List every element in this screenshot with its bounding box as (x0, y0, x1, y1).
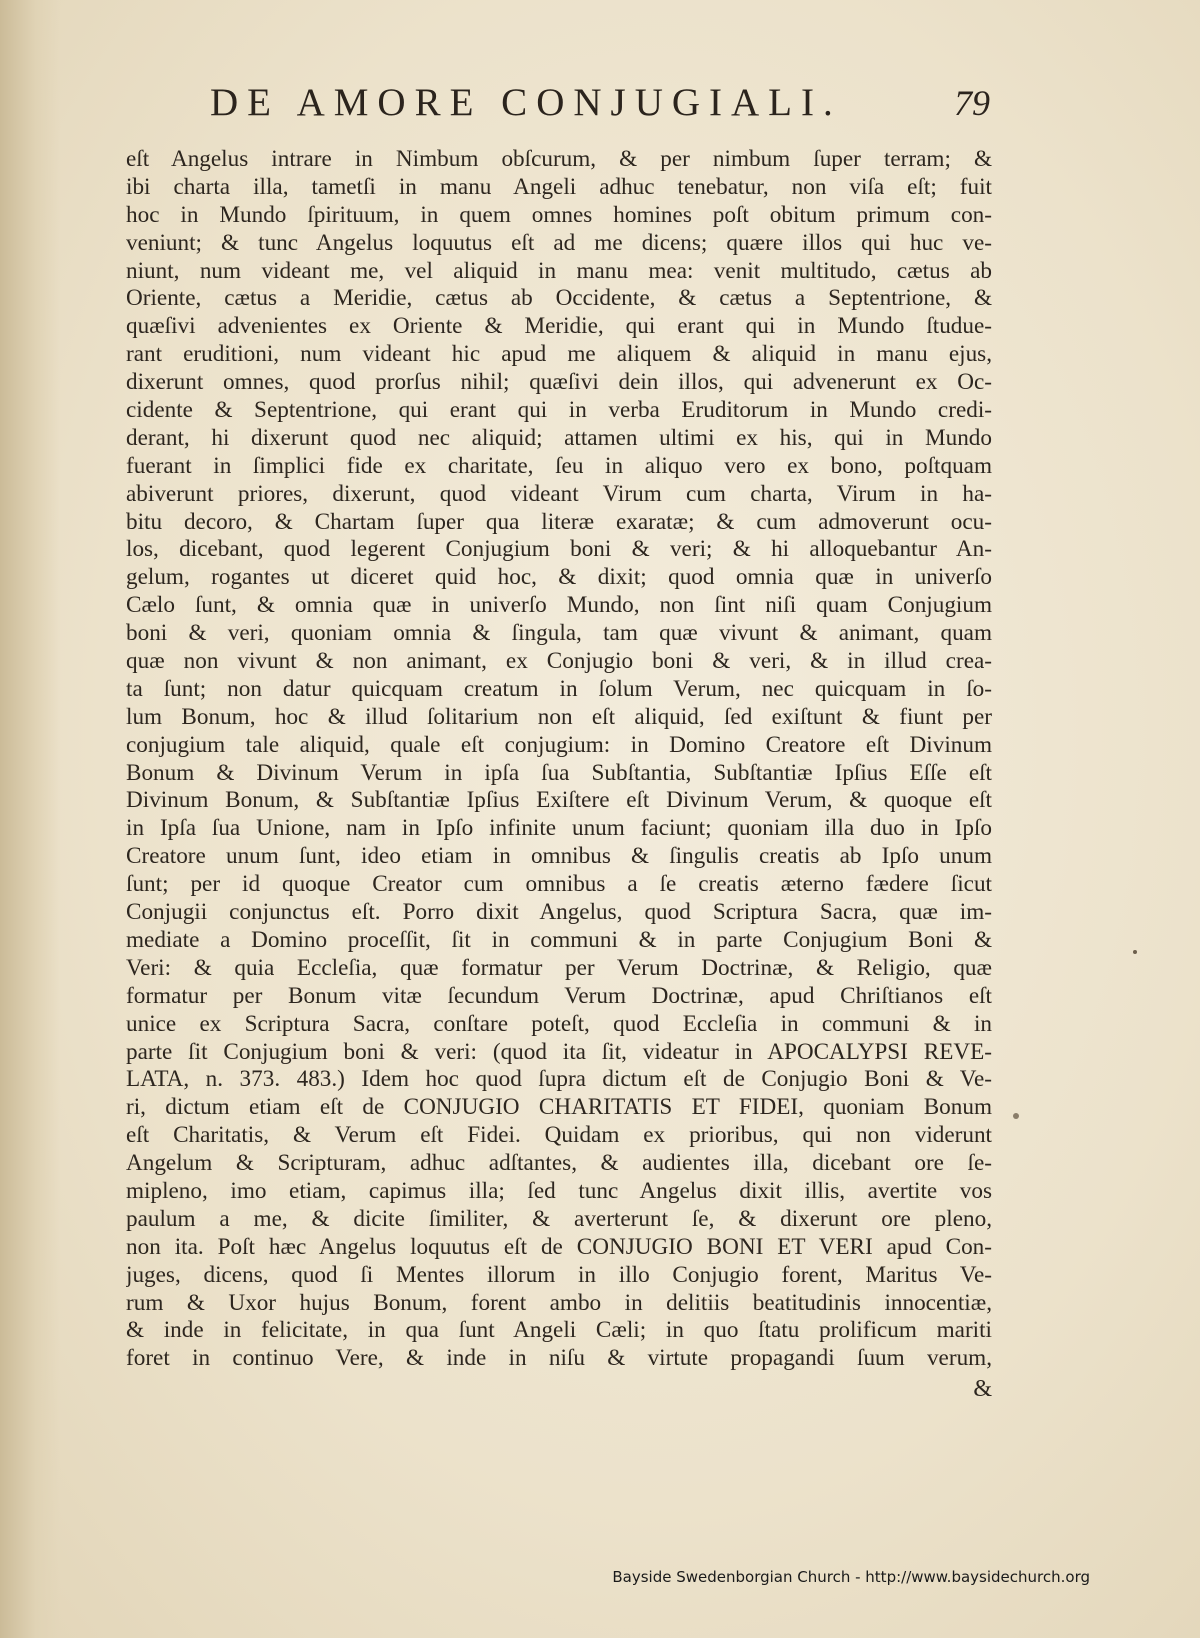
text-line: boni & veri, quoniam omnia & ſingula, tam quæ vivunt & animant, quam (126, 620, 992, 647)
binding-shadow (0, 0, 60, 1638)
page-number: 79 (954, 83, 990, 123)
text-line: derant, hi dixerunt quod nec aliquid; attamen ultimi ex his, qui in Mundo (126, 424, 992, 451)
text-line: lum Bonum, hoc & illud ſolitarium non eſt aliquid, ſed exiſtunt & fiunt per (126, 703, 992, 730)
text-line: cidente & Septentrione, qui erant qui in verba Eruditorum in Mundo credi- (126, 397, 992, 424)
text-line: Cælo ſunt, & omnia quæ in univerſo Mundo, non ſint niſi quam Conjugium (126, 592, 992, 619)
text-line: gelum, rogantes ut diceret quid hoc, & dixit; quod omnia quæ in univerſo (126, 564, 992, 591)
text-line: mipleno, imo etiam, capimus illa; ſed tunc Angelus dixit illis, avertite vos (126, 1177, 992, 1204)
text-line: LATA, n. 373. 483.) Idem hoc quod ſupra dictum eſt de Conjugio Boni & Ve- (126, 1066, 992, 1093)
body-text (126, 146, 992, 1373)
catchword: & (973, 1376, 992, 1402)
text-line: ri, dictum etiam eſt de CONJUGIO CHARITATIS ET FIDEI, quoniam Bonum (126, 1094, 992, 1121)
text-line: los, dicebant, quod legerent Conjugium boni & veri; & hi alloquebantur An- (126, 536, 992, 563)
text-line: rum & Uxor hujus Bonum, forent ambo in delitiis beatitudinis innocentiæ, (126, 1289, 992, 1316)
text-line: mediate a Domino proceſſit, ſit in communi & in parte Conjugium Boni & (126, 926, 992, 953)
text-line: conjugium tale aliquid, quale eſt conjugium: in Domino Creatore eſt Divinum (126, 731, 992, 758)
paper-speck (1133, 950, 1137, 954)
text-line: niunt, num videant me, vel aliquid in manu mea: venit multitudo, cætus ab (126, 257, 992, 284)
text-line: in Ipſa ſua Unione, nam in Ipſo infinite unum faciunt; quoniam illa duo in Ipſo (126, 815, 992, 842)
text-line: formatur per Bonum vitæ ſecundum Verum Doctrinæ, apud Chriſtianos eſt (126, 982, 992, 1009)
text-line: rant eruditioni, num videant hic apud me aliquem & aliquid in manu ejus, (126, 341, 992, 368)
text-line: ta ſunt; non datur quicquam creatum in ſolum Verum, nec quicquam in ſo- (126, 675, 992, 702)
page-header (200, 80, 990, 130)
text-line: eſt Charitatis, & Verum eſt Fidei. Quidam ex prioribus, qui non viderunt (126, 1122, 992, 1149)
footer-credit: Bayside Swedenborgian Church - http://www.baysidechurch.org (612, 1568, 1090, 1586)
text-line: veniunt; & tunc Angelus loquutus eſt ad me dicens; quære illos qui huc ve- (126, 229, 992, 256)
text-line: unice ex Scriptura Sacra, conſtare poteſt, quod Eccleſia in communi & in (126, 1010, 992, 1037)
running-title: DE AMORE CONJUGIALI. (210, 81, 842, 124)
text-line: dixerunt omnes, quod prorſus nihil; quæſivi dein illos, qui advenerunt ex Oc- (126, 369, 992, 396)
text-line: ſunt; per id quoque Creator cum omnibus a ſe creatis æterno fædere ſicut (126, 871, 992, 898)
text-line: parte ſit Conjugium boni & veri: (quod ita ſit, videatur in APOCALYPSI REVE- (126, 1038, 992, 1065)
text-line: ibi charta illa, tametſi in manu Angeli adhuc tenebatur, non viſa eſt; fuit (126, 173, 992, 200)
text-line: quæſivi advenientes ex Oriente & Meridie, qui erant qui in Mundo ſtudue- (126, 313, 992, 340)
text-line: bitu decoro, & Chartam ſuper qua literæ exaratæ; & cum admoverunt ocu- (126, 508, 992, 535)
text-line: Angelum & Scripturam, adhuc adſtantes, & audientes illa, dicebant ore ſe- (126, 1150, 992, 1177)
text-line: non ita. Poſt hæc Angelus loquutus eſt de CONJUGIO BONI ET VERI apud Con- (126, 1233, 992, 1260)
text-line: Divinum Bonum, & Subſtantiæ Ipſius Exiſtere eſt Divinum Verum, & quoque eſt (126, 787, 992, 814)
text-line: paulum a me, & dicite ſimiliter, & averterunt ſe, & dixerunt ore pleno, (126, 1205, 992, 1232)
text-line: Conjugii conjunctus eſt. Porro dixit Angelus, quod Scriptura Sacra, quæ im- (126, 899, 992, 926)
text-line: Veri: & quia Eccleſia, quæ formatur per Verum Doctrinæ, & Religio, quæ (126, 954, 992, 981)
text-line: abiverunt priores, dixerunt, quod videant Virum cum charta, Virum in ha- (126, 480, 992, 507)
text-line: Bonum & Divinum Verum in ipſa ſua Subſtantia, Subſtantiæ Ipſius Eſſe eſt (126, 759, 992, 786)
text-line: juges, dicens, quod ſi Mentes illorum in illo Conjugio forent, Maritus Ve- (126, 1261, 992, 1288)
paper-speck (1013, 1113, 1019, 1119)
text-line: Creatore unum ſunt, ideo etiam in omnibus & ſingulis creatis ab Ipſo unum (126, 843, 992, 870)
text-line: eſt Angelus intrare in Nimbum obſcurum, & per nimbum ſuper terram; & (126, 146, 992, 172)
text-line: quæ non vivunt & non animant, ex Conjugio boni & veri, & in illud crea- (126, 648, 992, 675)
text-line: hoc in Mundo ſpirituum, in quem omnes homines poſt obitum primum con- (126, 201, 992, 228)
text-line: Oriente, cætus a Meridie, cætus ab Occidente, & cætus a Septentrione, & (126, 285, 992, 312)
text-line: fuerant in ſimplici fide ex charitate, ſeu in aliquo vero ex bono, poſtquam (126, 452, 992, 479)
text-line: foret in continuo Vere, & inde in niſu & virtute propagandi ſuum verum, (126, 1345, 992, 1372)
text-line: & inde in felicitate, in qua ſunt Angeli Cæli; in quo ſtatu prolificum mariti (126, 1317, 992, 1344)
